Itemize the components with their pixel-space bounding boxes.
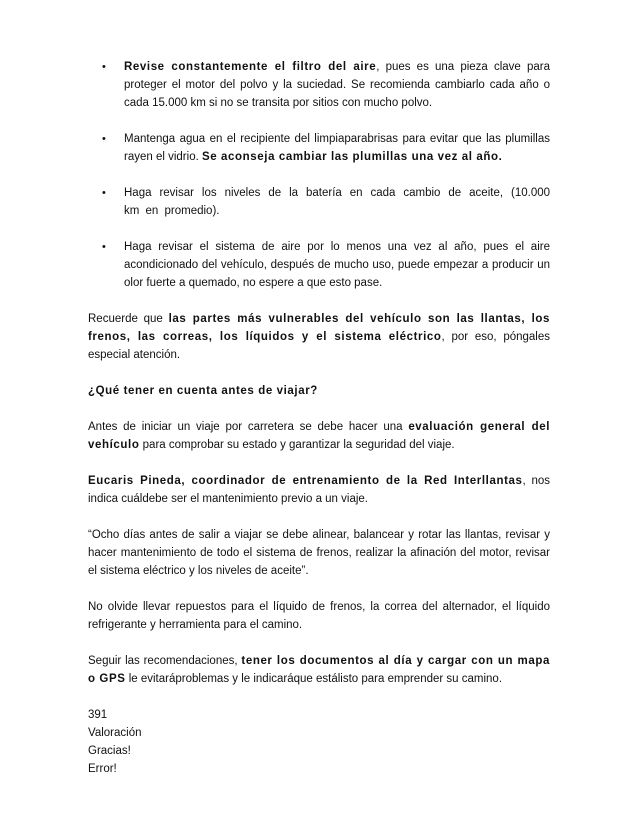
bullet-text: Haga revisar los niveles de la batería en cada cambio de aceite, (10.000 km en promedio). — [124, 187, 550, 217]
list-item — [88, 238, 550, 292]
rating-label: Valoración — [88, 727, 142, 739]
paragraph-recommendations — [88, 652, 550, 688]
paragraph-text: para comprobar su estado y garantizar la seguridad del viaje. — [139, 439, 455, 451]
bullet-icon: • — [102, 61, 106, 73]
bullet-bold-text: Se aconseja cambiar las plumillas una vez al año. — [201, 151, 503, 163]
list-item — [88, 58, 550, 112]
error-label: Error! — [88, 763, 117, 775]
paragraph-bold-text: evaluación general del vehículo — [88, 421, 550, 451]
paragraph-bold-text: las partes más vulnerables del vehículo son las llantas, los frenos, las correas, los líquidos y el sistema eléctrico — [88, 313, 550, 343]
bullet-bold-text: Revise constantemente el filtro del aire — [124, 61, 377, 73]
paragraph-quote — [88, 526, 550, 580]
paragraph-vulnerable-parts — [88, 310, 550, 364]
maintenance-tips-list — [88, 58, 550, 292]
bullet-icon: • — [102, 133, 106, 145]
bullet-text: Haga revisar el sistema de aire por lo menos una vez al año, pues el aire acondicionado del vehículo, después de mucho uso, puede empezar a producir un olor fuerte a quemado, no espere a que esto pase. — [124, 241, 550, 289]
paragraph-eucaris — [88, 472, 550, 508]
bullet-icon: • — [102, 241, 106, 253]
bullet-text: Mantenga agua en el recipiente del limpiaparabrisas para evitar que las plumillas rayen el vidrio. — [124, 133, 550, 163]
page-number: 391 — [88, 709, 108, 721]
list-item — [88, 130, 550, 166]
paragraph-text: Seguir las recomendaciones, — [88, 655, 242, 667]
list-item — [88, 184, 550, 220]
paragraph-text: Recuerde que — [88, 313, 169, 325]
paragraph-spare-parts — [88, 598, 550, 634]
bullet-icon: • — [102, 187, 106, 199]
heading-text: ¿Qué tener en cuenta antes de viajar? — [88, 385, 318, 397]
paragraph-bold-text: Eucaris Pineda, coordinador de entrenamiento de la Red Interllantas — [88, 475, 523, 487]
bullet-text: , pues es una pieza clave para proteger el motor del polvo y la suciedad. Se recomienda cambiarlo cada año o cada 15.000 km si no se transita por sitios con mucho polvo. — [124, 61, 550, 109]
paragraph-text: le evitaráproblemas y le indicaráque estálisto para emprender su camino. — [125, 673, 503, 685]
paragraph-text: “Ocho días antes de salir a viajar se debe alinear, balancear y rotar las llantas, revisar y hacer mantenimiento de todo el sistema de frenos, realizar la afinación del motor, revisar el sistema eléctrico y los niveles de aceite”. — [88, 529, 550, 577]
section-heading — [88, 382, 550, 400]
thanks-label: Gracias! — [88, 745, 131, 757]
paragraph-text: , nos indica cuáldebe ser el mantenimiento previo a un viaje. — [88, 475, 551, 505]
trailing-lines — [88, 706, 550, 778]
paragraph-bold-text: tener los documentos al día y cargar con un mapa o GPS — [88, 655, 550, 685]
paragraph-evaluation — [88, 418, 550, 454]
paragraph-text: Antes de iniciar un viaje por carretera se debe hacer una — [88, 421, 409, 433]
paragraph-text: , por eso, póngales especial atención. — [88, 331, 550, 361]
document-body — [88, 58, 550, 778]
paragraph-text: No olvide llevar repuestos para el líquido de frenos, la correa del alternador, el líquido refrigerante y herramienta para el camino. — [88, 601, 550, 631]
